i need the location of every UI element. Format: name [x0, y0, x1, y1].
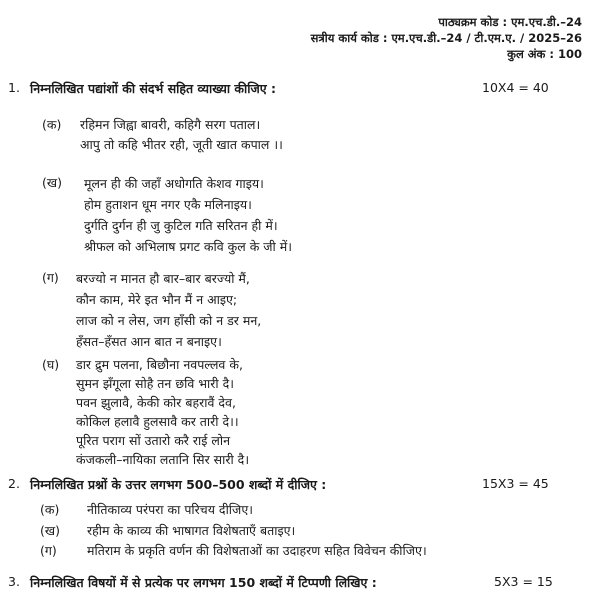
- question-2-part-ga: [40, 541, 427, 562]
- verse-line: कोकिल हलावै हुलसावै कर तारी दे।।: [76, 414, 239, 429]
- question-1-marks: 10X4 = 40: [482, 80, 549, 95]
- question-number: 2.: [8, 476, 20, 491]
- verse-line: हँसत–हँसत आन बात न बनाइए।: [76, 334, 222, 349]
- verse-line: रहिमन जिह्वा बावरी, कहिगै सरग पताल।: [80, 117, 261, 132]
- part-label: (घ): [42, 357, 60, 372]
- question-number: 1.: [8, 80, 20, 95]
- question-title: निम्नलिखित विषयों में से प्रत्येक पर लगभग 150 शब्दों में टिप्पणी लिखिए :: [30, 575, 377, 590]
- verse-line: दुर्गति दुर्गन ही जु कुटिल गति सरितन ही में।: [84, 218, 278, 233]
- part-text: रहीम के काव्य की भाषागत विशेषताएँ बताइए।: [87, 522, 296, 538]
- verse-line: पवन झुलावै, केकी कोर बहरावैं देव,: [76, 395, 236, 410]
- document-header: [311, 14, 582, 62]
- part-label: (ख): [40, 522, 60, 538]
- part-text: नीतिकाव्य परंपरा का परिचय दीजिए।: [87, 502, 253, 517]
- verse-line: आपु तो कहि भीतर रही, जूती खात कपाल ।।: [80, 137, 283, 152]
- part-text: मतिराम के प्रकृति वर्णन की विशेषताओं का उदाहरण सहित विवेचन कीजिए।: [87, 543, 427, 558]
- verse-line: सुमन झँगूला सोहै तन छवि भारी दै।: [76, 376, 234, 391]
- part-label: (क): [40, 502, 60, 517]
- verse-line: मूलन ही की जहाँ अधोगति केशव गाइय।: [84, 176, 264, 191]
- verse-line: लाज को न लेस, जग हाँसी को न डर मन,: [76, 313, 262, 328]
- part-label: (क): [42, 117, 62, 132]
- part-label: (ग): [42, 270, 59, 285]
- question-2-parts: [40, 500, 427, 562]
- question-2-part-ka: [40, 500, 427, 521]
- question-2-marks: 15X3 = 45: [482, 476, 549, 491]
- verse-line: पूरित पराग सों उतारो करै राई लोन: [76, 433, 231, 448]
- verse-line: कौन काम, मेरे इत भौन मैं न आइए;: [76, 292, 238, 307]
- verse-line: होम हुताशन धूम नगर एकै मलिनाइय।: [84, 197, 252, 212]
- total-marks: कुल अंक : 100: [507, 47, 582, 61]
- question-2-part-kha: [40, 521, 427, 542]
- assignment-code: सत्रीय कार्य कोड : एम.एच.डी.–24 / टी.एम.ए. / 2025–26: [310, 31, 582, 45]
- verse-line: डार द्रुम पलना, बिछौना नवपल्लव के,: [76, 357, 243, 372]
- question-number: 3.: [8, 574, 20, 589]
- verse-line: श्रीफल को अभिलाष प्रगट कवि कुल के जी में।: [84, 239, 292, 254]
- course-code: पाठ्यक्रम कोड : एम.एच.डी.–24: [438, 15, 582, 29]
- verse-line: कंजकली–नायिका लतानि सिर सारी दै।: [76, 452, 250, 467]
- part-label: (ख): [42, 175, 62, 190]
- part-label: (ग): [40, 543, 57, 558]
- question-title: निम्नलिखित पद्यांशों की संदर्भ सहित व्याख्या कीजिए :: [30, 81, 277, 96]
- question-3-marks: 5X3 = 15: [494, 574, 553, 589]
- verse-line: बरज्यो न मानत हौ बार–बार बरज्यो मैं,: [76, 271, 250, 286]
- question-title: निम्नलिखित प्रश्नों के उत्तर लगभग 500–500 शब्दों में दीजिए :: [30, 477, 327, 492]
